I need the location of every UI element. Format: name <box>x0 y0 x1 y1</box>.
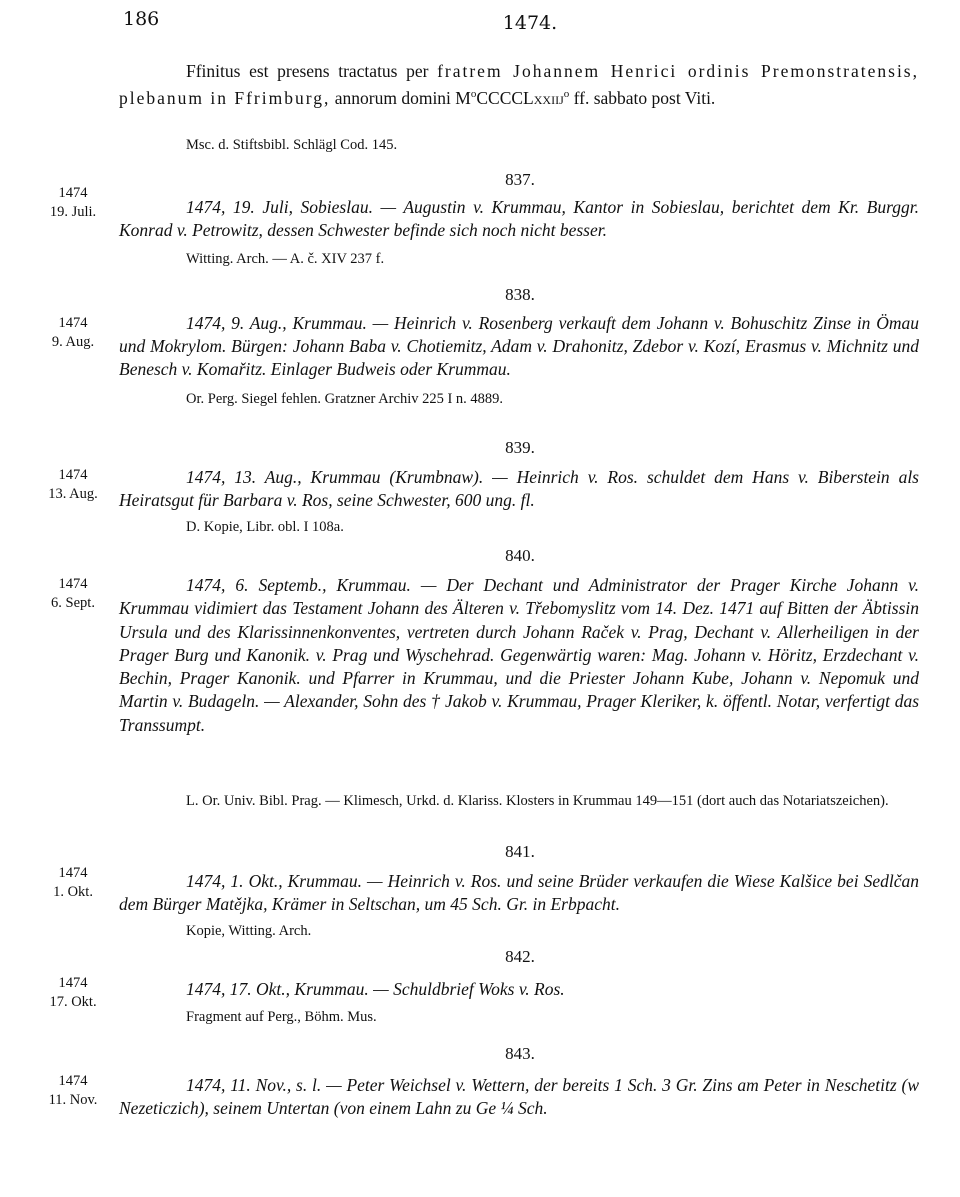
entry-number: 841. <box>505 842 535 861</box>
entry-number: 839. <box>505 438 535 457</box>
margin-year: 1474 <box>58 315 88 331</box>
entry-number: 843. <box>505 1044 535 1063</box>
margin-day: 9. Aug. <box>51 334 95 350</box>
entry-text <box>119 978 919 1001</box>
margin-year: 1474 <box>58 1073 88 1089</box>
intro-paragraph <box>119 60 919 110</box>
entry-body: — Heinrich v. Rosenberg verkauft dem Johann v. Bohuschitz Zinse in Ömau und Mokrylom. Bürgen: Johann Baba v. Chotiemitz, Adam v. Drahonitz, Zdebor v. Kozí, Erasmus v. Michnitz und Benesch v. Komařitz. Einlager Budweis oder Krummau. <box>119 313 919 379</box>
entry-source: Witting. Arch. — A. č. XIV 237 f. <box>186 251 385 267</box>
entry-date-place: 1474, 13. Aug., Krummau (Krumbnaw). <box>186 467 484 487</box>
margin-date <box>38 1072 108 1110</box>
margin-year: 1474 <box>58 467 88 483</box>
margin-year: 1474 <box>58 865 88 881</box>
intro-roman: CCCCLxxiij <box>476 87 564 108</box>
intro-text-3: ff. sabbato post Viti. <box>569 87 716 108</box>
entry-body: — Peter Weichsel v. Wettern, der bereits 1 Sch. 3 Gr. Zins am Peter in Neschetitz (w Nezeticzich), seinem Untertan (von einem Lahn zu Ge ¼ Sch. <box>119 1075 919 1118</box>
entry-date-place: 1474, 17. Okt., Krummau. <box>186 979 369 999</box>
running-header-year: 1474. <box>502 12 558 34</box>
entry-date-place: 1474, 1. Okt., Krummau. <box>186 871 363 891</box>
entry-source: Or. Perg. Siegel fehlen. Gratzner Archiv 225 I n. 4889. <box>186 391 504 407</box>
margin-date <box>38 974 108 1012</box>
entry-number: 837. <box>505 170 535 189</box>
intro-sup-2: o <box>563 88 570 100</box>
margin-day: 17. Okt. <box>49 994 97 1010</box>
margin-day: 6. Sept. <box>51 595 95 611</box>
entry-text <box>119 466 919 512</box>
entry-text <box>119 312 919 381</box>
margin-year: 1474 <box>58 185 88 201</box>
margin-year: 1474 <box>58 975 88 991</box>
entry-source: D. Kopie, Libr. obl. I 108a. <box>186 519 344 535</box>
entry-source: Fragment auf Perg., Böhm. Mus. <box>186 1009 377 1025</box>
entry-text <box>119 574 919 737</box>
entry-text <box>119 870 919 916</box>
margin-date <box>38 466 108 504</box>
margin-date <box>38 864 108 902</box>
margin-date <box>38 184 108 222</box>
entry-source: Kopie, Witting. Arch. <box>186 923 312 939</box>
entry-body: — Schuldbrief Woks v. Ros. <box>368 979 565 999</box>
intro-text-2: annorum domini M <box>330 87 471 108</box>
entry-date-place: 1474, 11. Nov., s. l. <box>186 1075 322 1095</box>
entry-text <box>119 196 919 242</box>
intro-name: fratrem Johannem Henrici ordinis Premonstratensis, plebanum in Ffrimburg, <box>119 61 919 108</box>
entry-body: — Heinrich v. Ros. und seine Brüder verkaufen die Wiese Kalšice bei Sedlčan dem Bürger Matějka, Krämer in Seltschan, um 45 Sch. Gr. in Erbpacht. <box>119 871 919 914</box>
entry-date-place: 1474, 6. Septemb., Krummau. <box>186 575 411 595</box>
margin-date <box>38 314 108 352</box>
entry-number: 838. <box>505 285 535 304</box>
page-number: 186 <box>123 8 160 30</box>
intro-text-1: Ffinitus est presens tractatus per <box>186 61 438 81</box>
entry-source: L. Or. Univ. Bibl. Prag. — Klimesch, Urkd. d. Klariss. Klosters in Krummau 149—151 (dort auch das Notariatszeichen). <box>186 793 889 809</box>
entry-body: — Augustin v. Krummau, Kantor in Sobieslau, berichtet dem Kr. Burggr. Konrad v. Petrowitz, dessen Schwester befinde sich noch nicht besser. <box>119 197 920 240</box>
entry-text <box>119 1074 919 1120</box>
intro-sup: o <box>470 88 477 100</box>
margin-day: 11. Nov. <box>48 1092 98 1108</box>
entry-date-place: 1474, 9. Aug., Krummau. <box>186 313 367 333</box>
margin-year: 1474 <box>58 576 88 592</box>
entry-body: — Der Dechant und Administrator der Prager Kirche Johann v. Krummau vidimiert das Testament Johann des Älteren v. Třebomyslitz vom 14. Dez. 1471 auf Bitten der Äbtissin Ursula und des Klarissinnenkonventes, vertreten durch Johann Raček v. Prag, Dechant v. Allerheiligen in der Prager Burg und Kanonik. v. Prag und Wyschehrad. Gegenwärtig waren: Mag. Johann v. Höritz, Erzdechant v. Bechin, Prager Kanonik. und Pfarrer in Krummau, und die Priester Johann Kube, Johann v. Nepomuk und Martin v. Budageln. — Alexander, Sohn des † Jakob v. Krummau, Prager Kleriker, k. öffentl. Notar, verfertigt das Transsumpt. <box>119 575 920 735</box>
margin-day: 19. Juli. <box>49 204 97 220</box>
entry-number: 842. <box>505 947 535 966</box>
margin-date <box>38 575 108 613</box>
entry-date-place: 1474, 19. Juli, Sobieslau. <box>186 197 373 217</box>
intro-source: Msc. d. Stiftsbibl. Schlägl Cod. 145. <box>186 137 398 153</box>
entry-body: — Heinrich v. Ros. schuldet dem Hans v. Biberstein als Heiratsgut für Barbara v. Ros, seine Schwester, 600 ung. fl. <box>119 467 919 510</box>
margin-day: 13. Aug. <box>48 486 98 502</box>
entry-number: 840. <box>505 546 535 565</box>
margin-day: 1. Okt. <box>53 884 93 900</box>
